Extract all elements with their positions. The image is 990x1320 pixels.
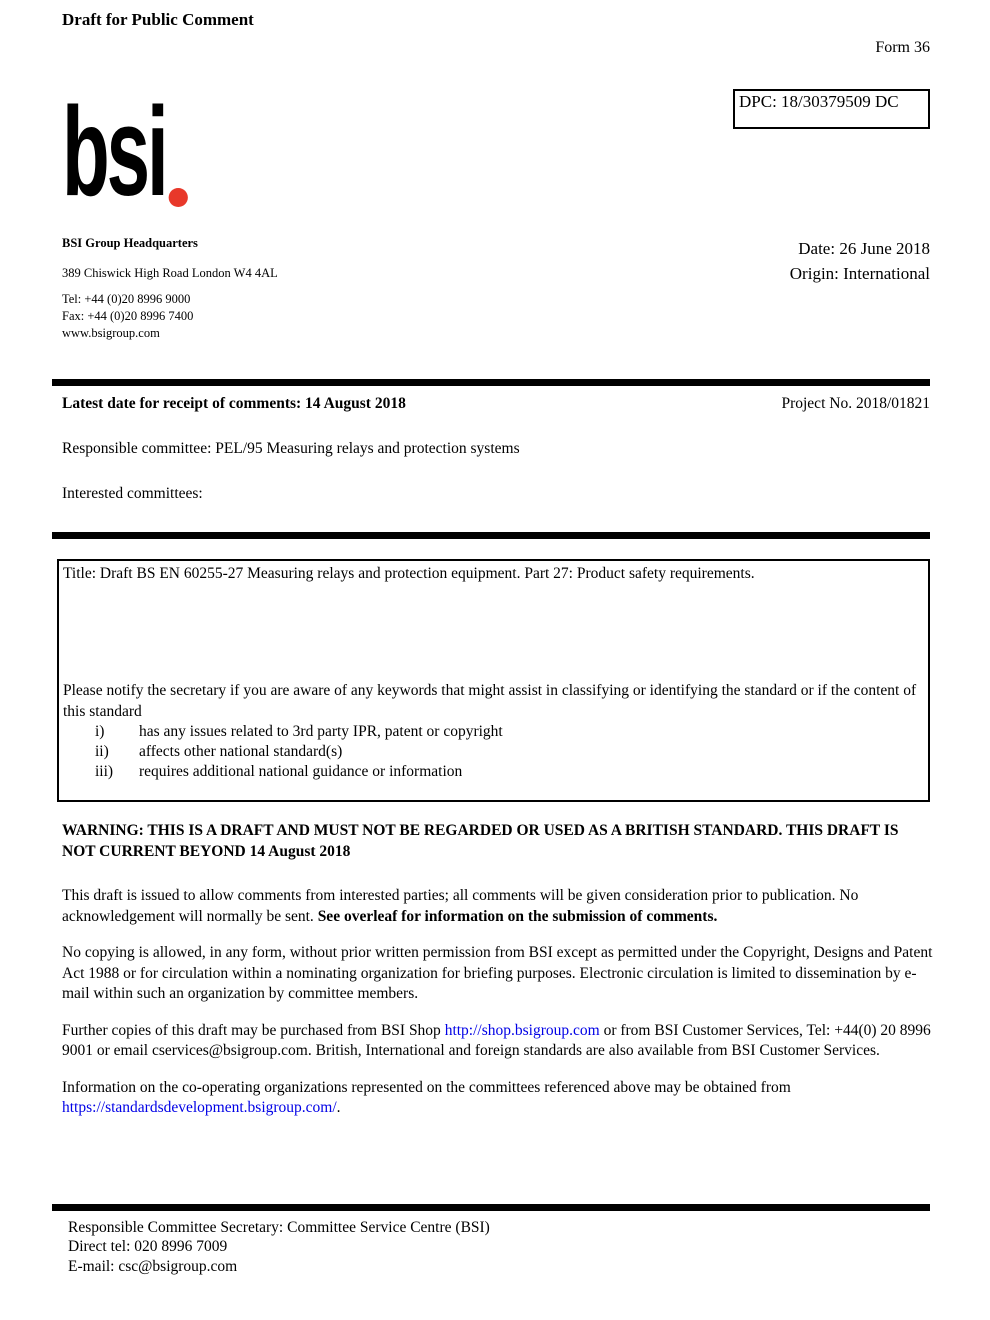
keywords-section xyxy=(63,680,922,800)
headquarters-website: www.bsigroup.com xyxy=(62,326,160,340)
form-number-label: Form 36 xyxy=(875,39,930,56)
footer-email-line: E-mail: csc@bsigroup.com xyxy=(68,1257,238,1275)
further-copies-text-post: or from BSI Customer Services, Tel: +44(0) 20 8996 9001 or email cservices@bsigroup.com. British, International and foreign standards are also available from BSI Customer Services. xyxy=(62,1021,931,1059)
interested-committees-line: Interested committees: xyxy=(62,485,203,502)
warning-paragraph: WARNING: THIS IS A DRAFT AND MUST NOT BE REGARDED OR USED AS A BRITISH STANDARD. THIS DRAFT IS NOT CURRENT BEYOND 14 August 2018 xyxy=(62,822,899,860)
draft-issued-paragraph xyxy=(62,886,934,927)
comments-deadline-row xyxy=(62,395,930,413)
latest-date-label: Latest date for receipt of comments: 14 August 2018 xyxy=(62,395,406,412)
keywords-list-item xyxy=(63,742,922,762)
bsi-shop-link[interactable]: http://shop.bsigroup.com xyxy=(444,1021,600,1039)
committee-secretary-line: Responsible Committee Secretary: Committee Service Centre (BSI) xyxy=(68,1218,490,1236)
divider-bar-middle xyxy=(52,532,930,539)
no-copying-paragraph: No copying is allowed, in any form, without prior written permission from BSI except as permitted under the Copyright, Designs and Patent Act 1988 or for circulation within a nominating organization for briefing purposes. Electronic circulation is limited to dissemination by e-mail within such an organization by committee members. xyxy=(62,944,933,1002)
divider-bar-bottom xyxy=(52,1204,930,1211)
keywords-intro: Please notify the secretary if you are aware of any keywords that might assist in classifying or identifying the standard or if the content of this standard xyxy=(63,682,917,720)
date-origin-block xyxy=(790,236,930,286)
standard-title: Title: Draft BS EN 60255-27 Measuring relays and protection equipment. Part 27: Product safety requirements. xyxy=(63,565,755,582)
dpc-number-box: DPC: 18/30379509 DC xyxy=(733,89,930,129)
headquarters-row xyxy=(62,236,930,342)
divider-bar-top xyxy=(52,379,930,386)
direct-tel-line: Direct tel: 020 8996 7009 xyxy=(68,1238,228,1255)
headquarters-fax: Fax: +44 (0)20 8996 7400 xyxy=(62,309,194,323)
keywords-list-item xyxy=(63,762,922,782)
draft-for-public-comment-label: Draft for Public Comment xyxy=(62,10,254,29)
keywords-list-item xyxy=(63,722,922,742)
footer-block xyxy=(62,1218,930,1277)
title-box xyxy=(57,559,930,802)
cooperating-orgs-period: . xyxy=(336,1099,341,1116)
cooperating-orgs-paragraph xyxy=(62,1078,934,1119)
list-marker: i) xyxy=(95,723,105,740)
list-item-text: affects other national standard(s) xyxy=(139,743,343,760)
responsible-committee-line: Responsible committee: PEL/95 Measuring relays and protection systems xyxy=(62,440,520,457)
project-number-label: Project No. 2018/01821 xyxy=(781,395,930,412)
headquarters-block xyxy=(62,236,278,342)
headquarters-name: BSI Group Headquarters xyxy=(62,236,198,250)
list-marker: iii) xyxy=(95,763,114,780)
date-label: Date: 26 June 2018 xyxy=(798,239,930,258)
standards-development-link[interactable]: https://standardsdevelopment.bsigroup.com/ xyxy=(62,1099,337,1116)
further-copies-paragraph xyxy=(62,1021,934,1062)
keywords-list xyxy=(63,722,922,782)
see-overleaf-bold-text: See overleaf for information on the submission of comments. xyxy=(317,907,718,925)
list-item-text: requires additional national guidance or information xyxy=(139,763,463,780)
further-copies-text-pre: Further copies of this draft may be purchased from BSI Shop xyxy=(62,1021,445,1039)
cooperating-orgs-text: Information on the co-operating organizations represented on the committees referenced above may be obtained from xyxy=(62,1078,791,1096)
bsi-logo xyxy=(62,81,188,222)
bsi-logo-red-dot-icon xyxy=(169,188,188,207)
list-marker: ii) xyxy=(95,743,109,760)
bsi-logo-text: bsi xyxy=(62,81,166,222)
headquarters-address: 389 Chiswick High Road London W4 4AL xyxy=(62,266,278,280)
logo-and-dpc-row xyxy=(62,81,930,222)
headquarters-tel: Tel: +44 (0)20 8996 9000 xyxy=(62,292,191,306)
list-item-text: has any issues related to 3rd party IPR, patent or copyright xyxy=(139,723,503,740)
draft-issued-text: This draft is issued to allow comments from interested parties; all comments will be given consideration prior to publication. No acknowledgement will normally be sent. xyxy=(62,887,859,925)
origin-label: Origin: International xyxy=(789,264,930,283)
